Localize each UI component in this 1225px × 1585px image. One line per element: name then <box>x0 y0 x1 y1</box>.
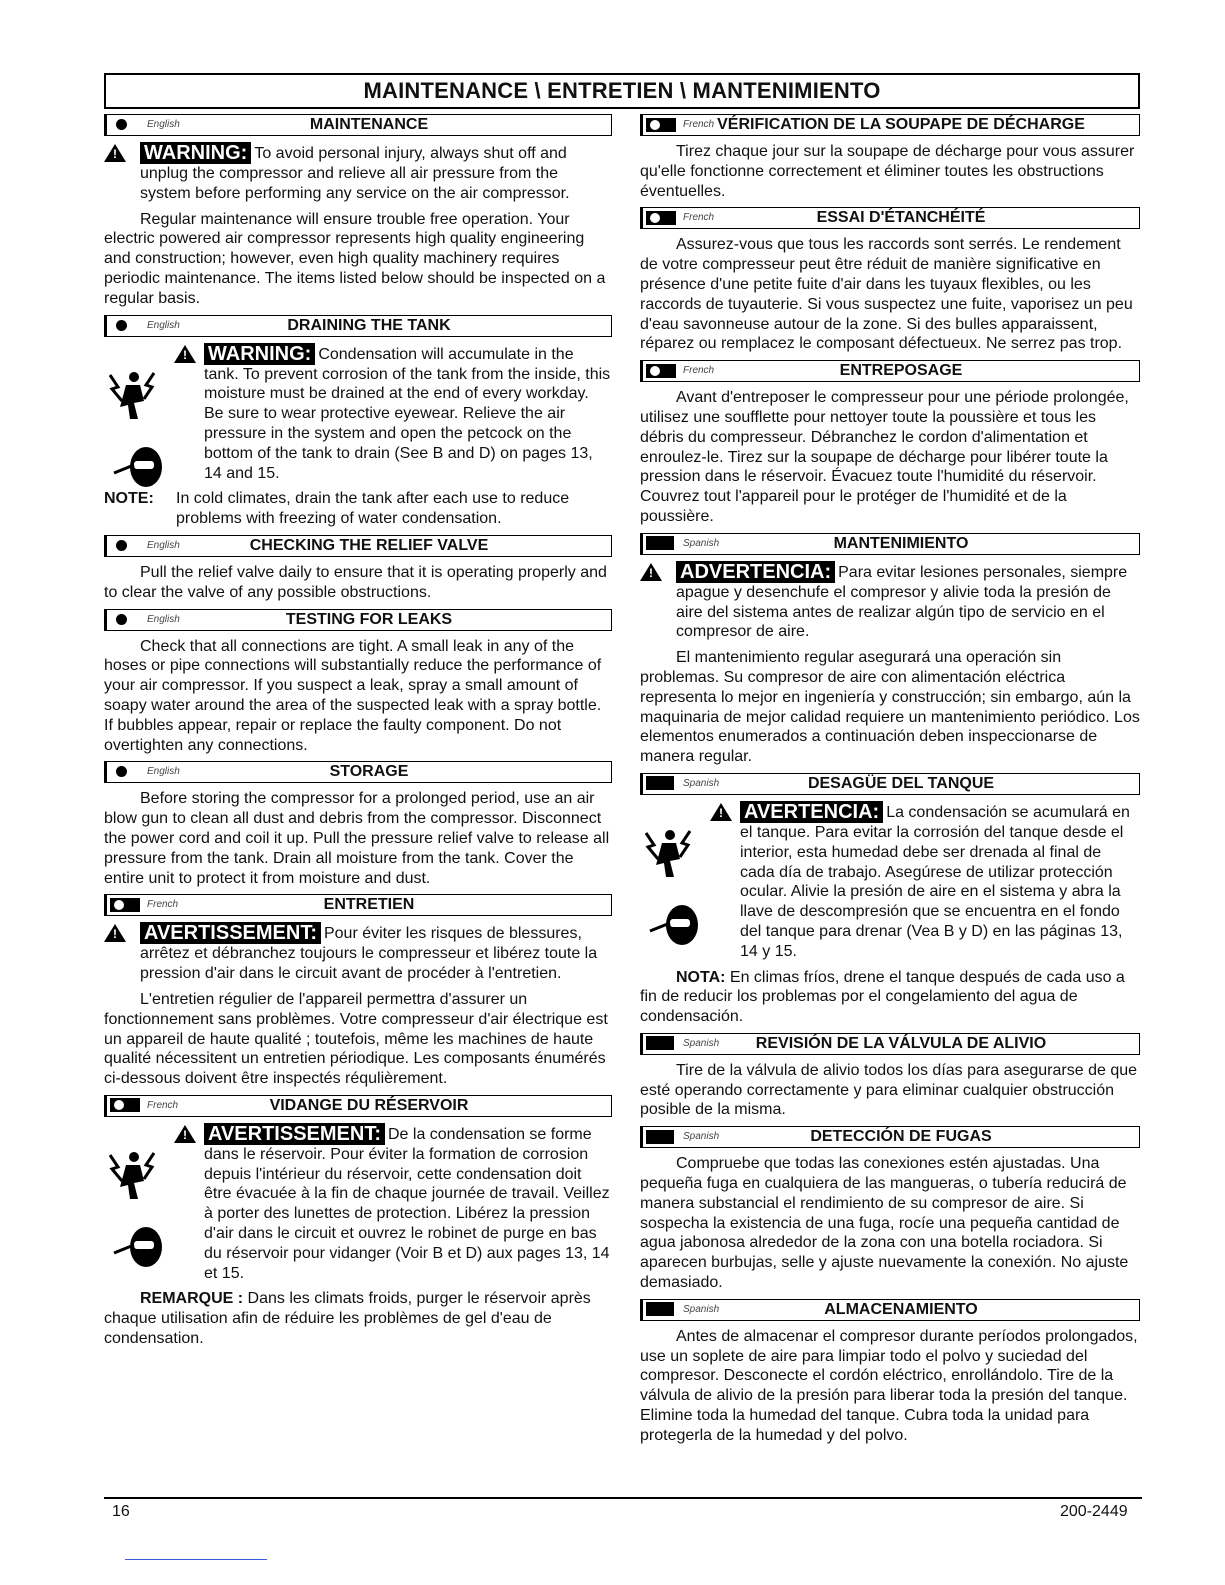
warning-badge: AVERTENCIA: <box>740 801 883 823</box>
section-header-storage <box>104 761 612 783</box>
eye-protection-icon <box>112 443 164 491</box>
nota-block <box>640 968 1140 1027</box>
note-label: NOTE: <box>104 490 154 508</box>
spanish-flag-icon <box>646 1302 680 1317</box>
warning-text: Pour éviter les risques de blessures, arrêtez et débranchez toujours le compresseur et libérez toute la pression d'air dans le circuit avant de procéder à l'entretien. <box>140 925 598 983</box>
mantenimiento-paragraph: El mantenimiento regular asegurará una operación sin problemas. Su compresor de aire con alimentación eléctrica representa lo mejor en ingeniería y construcción; sin embargo, aún la maquinaria de mejor calidad requiere un mantenimiento periódico. Los elementos enumerados a continuación deben inspeccionarse de manera regular. <box>640 649 1140 766</box>
section-heading: VÉRIFICATION DE LA SOUPAPE DE DÉCHARGE <box>717 116 1085 133</box>
language-label: English <box>147 539 180 551</box>
french-flag-icon <box>110 1098 144 1113</box>
section-heading: VIDANGE DU RÉSERVOIR <box>269 1096 469 1114</box>
french-flag-icon <box>110 897 144 912</box>
relief-paragraph: Pull the relief valve daily to ensure that it is operating properly and to clear the valve of any possible obstructions. <box>104 563 607 601</box>
spanish-flag-icon <box>646 1036 680 1051</box>
warning-block <box>710 801 1140 962</box>
section-header-etancheite <box>640 207 1140 229</box>
spanish-flag-icon <box>646 1129 680 1144</box>
section-heading: MAINTENANCE <box>309 116 429 133</box>
warning-text: Condensation will accumulate in the tank. To prevent corrosion of the tank from the inside, this moisture must be drained at the end of every workday. Be sure to wear protective eyewear. Relieve the air pressure in the system and open the petcock on the bottom of the tank to drain (See B and D) on pages 13, 14 and 15. <box>204 345 611 482</box>
nota-label: NOTA: <box>676 968 726 986</box>
document-number: 200-2449 <box>1060 1503 1128 1520</box>
entretien-paragraph: L'entretien régulier de l'appareil permettra d'assurer un fonctionnement sans problèmes. Votre compresseur d'air électrique est un appareil de haute qualité ; toutefois, même les machines de haute qualité nécessitent un entretien périodique. Les composants énumérés ci-dessous doivent être inspectés réqulièrement. <box>104 990 608 1088</box>
language-label: French <box>683 119 715 130</box>
note-block <box>104 489 612 529</box>
warning-badge: WARNING: <box>204 343 315 365</box>
language-label: Spanish <box>683 1303 720 1315</box>
warning-triangle-icon <box>174 345 196 363</box>
english-flag-icon <box>110 612 144 627</box>
section-header-entreposage <box>640 360 1140 382</box>
draining-warning-block <box>104 343 612 484</box>
warning-text: La condensación se acumulará en el tanque. Para evitar la corrosión del tanque desde el interior, esta humedad debe ser drenada al final de cada día de trabajo. Asegúrese de utilizar protección ocular. Alivie la presión de aire en el sistema y abra la llave de descompresión que se encuentra en el fondo del tanque para drenar (Vea B y D) en las páginas 13, 14 y 15. <box>740 803 1130 960</box>
language-label: Spanish <box>683 1037 720 1049</box>
left-column <box>104 114 612 1355</box>
section-heading: DESAGÜE DEL TANQUE <box>807 774 995 792</box>
warning-badge: AVERTISSEMENT: <box>204 1123 385 1145</box>
language-label: French <box>683 212 715 224</box>
warning-block <box>174 343 612 484</box>
section-heading: CHECKING THE RELIEF VALVE <box>249 536 489 554</box>
warning-triangle-icon <box>174 1125 196 1143</box>
section-header-mantenimiento <box>640 533 1140 555</box>
spanish-flag-icon <box>646 776 680 791</box>
language-label: Spanish <box>683 1131 720 1143</box>
section-header-valvula <box>640 1033 1140 1055</box>
valvula-paragraph: Tire de la válvula de alivio todos los días para asegurarse de que esté operando correctamente y para eliminar cualquier obstrucción posible de la misma. <box>640 1061 1138 1119</box>
warning-text: Para evitar lesiones personales, siempre apague y desenchufe el compresor y alivie toda la presión de aire del sistema antes de realizar algún tipo de servicio en el compresor de aire. <box>676 563 1128 641</box>
electric-shock-icon <box>104 1147 160 1207</box>
electric-shock-icon <box>104 367 160 427</box>
warning-triangle-icon <box>710 803 732 821</box>
section-header-draining <box>104 315 612 337</box>
spanish-flag-icon <box>646 536 680 551</box>
language-label: English <box>147 766 180 778</box>
english-flag-icon <box>110 117 144 132</box>
section-heading: MANTENIMIENTO <box>833 534 969 552</box>
section-heading: ENTRETIEN <box>323 896 415 914</box>
electric-shock-icon <box>640 825 696 885</box>
section-heading: DETECCIÓN DE FUGAS <box>810 1128 992 1146</box>
desague-warning-block <box>640 801 1140 962</box>
eye-protection-icon <box>648 901 700 949</box>
warning-block <box>104 142 612 204</box>
language-label: Spanish <box>683 537 720 549</box>
french-flag-icon <box>646 363 680 378</box>
english-flag-icon <box>110 318 144 333</box>
section-heading: DRAINING THE TANK <box>287 316 451 334</box>
footer-divider <box>104 1497 1142 1499</box>
section-heading: ENTREPOSAGE <box>839 362 963 380</box>
section-header-fugas <box>640 1126 1140 1148</box>
section-heading: STORAGE <box>329 763 409 781</box>
french-flag-icon <box>646 117 680 132</box>
english-flag-icon <box>110 538 144 553</box>
warning-triangle-icon <box>104 144 126 162</box>
section-heading: ALMACENAMIENTO <box>824 1300 978 1318</box>
leaks-paragraph: Check that all connections are tight. A small leak in any of the hoses or pipe connections will substantially reduce the performance of your air compressor. If you suspect a leak, spray a small amount of soapy water around the area of the suspected leak with a spray bottle. If bubbles appear, repair or replace the faulty component. Do not overtighten any connections. <box>104 637 602 754</box>
storage-paragraph: Before storing the compressor for a prolonged period, use an air blow gun to clean all dust and debris from the compressor. Disconnect the power cord and coil it up. Pull the pressure relief valve to release all pressure from the tank. Drain all moisture from the tank. Cover the entire unit to protect it from moisture and dust. <box>104 790 610 887</box>
french-flag-icon <box>646 210 680 225</box>
language-label: English <box>147 119 180 130</box>
warning-block <box>104 922 612 984</box>
warning-badge: WARNING: <box>140 142 251 164</box>
language-label: French <box>683 365 715 377</box>
almacenamiento-paragraph: Antes de almacenar el compresor durante períodos prolongados, use un soplete de aire para limpiar todo el polvo y suciedad del compresor. Desconecte el cordón eléctrico, enrollándolo. Tire de la válvula de alivio de la presión para liberar toda la presión del tanque. Elimine toda la humedad del tanque. Cubra toda la unidad para protegerla de la humedad y del polvo. <box>640 1327 1138 1444</box>
nota-text: En climas fríos, drene el tanque después de cada uso a fin de reducir los problemas por el congelamiento del agua de condensación. <box>640 968 1125 1026</box>
right-column <box>640 114 1140 1452</box>
section-header-almacenamiento <box>640 1299 1140 1321</box>
warning-badge: AVERTISSEMENT: <box>140 922 321 944</box>
section-header-entretien <box>104 894 612 916</box>
bottom-link-line <box>125 1559 267 1560</box>
remarque-text: Dans les climats froids, purger le réservoir après chaque utilisation afin de réduire les problèmes de gel d'eau de condensation. <box>104 1290 591 1348</box>
soupape-paragraph: Tirez chaque jour sur la soupape de décharge pour vous assurer qu'elle fonctionne correctement et éliminer toutes les obstructions éventuelles. <box>640 143 1135 200</box>
entreposage-paragraph: Avant d'entreposer le compresseur pour une période prolongée, utilisez une soufflette pour nettoyer toute la poussière et tous les débris du compresseur. Débranchez le cordon d'alimentation et enroulez-le. Tirez sur la soupape de décharge pour libérer toute la pression dans le réservoir. Évacuez toute l'humidité du réservoir. Couvrez tout l'appareil pour le protéger de l'humidité et de la poussière. <box>640 389 1129 525</box>
section-heading: REVISIÓN DE LA VÁLVULA DE ALIVIO <box>755 1034 1047 1052</box>
fugas-paragraph: Compruebe que todas las conexiones estén ajustadas. Una pequeña fuga en cualquiera de las mangueras, o tubería reducirá de manera substancial el rendimiento de su compresor de aire. Si sospecha la existencia de una fuga, rocíe una pequeña cantidad de agua jabonosa alrededor de la zona con una botella rociadora. Si aparecen burbujas, selle y ajuste nuevamente la conexión. No ajuste demasiado. <box>640 1155 1129 1292</box>
section-header-vidange <box>104 1095 612 1117</box>
etancheite-paragraph: Assurez-vous que tous les raccords sont serrés. Le rendement de votre compresseur peut être réduit de manière significative en présence d'une petite fuite d'air dans les tuyaux flexibles, ou les raccords de tuyauterie. Si vous suspectez une fuite, vaporisez un peu d'eau savonneuse autour de la zone. Si des bulles apparaissent, réparez ou remplacez le composant défectueux. Ne serrez pas trop. <box>640 236 1133 353</box>
section-header-maintenance <box>104 114 612 136</box>
maintenance-paragraph: Regular maintenance will ensure trouble free operation. Your electric powered air compressor represents high quality engineering and construction; however, even high quality machinery requires periodic maintenance. The items listed below should be inspected on a regular basis. <box>104 210 606 307</box>
language-label: English <box>147 613 180 625</box>
warning-text: To avoid personal injury, always shut off and unplug the compressor and relieve all air pressure from the system before performing any service on the air compressor. <box>140 145 570 202</box>
section-header-leaks <box>104 609 612 631</box>
page-title: MAINTENANCE \ ENTRETIEN \ MANTENIMIENTO <box>104 73 1140 109</box>
section-heading: ESSAI D'ÉTANCHÉITÉ <box>816 209 986 227</box>
remarque-label: REMARQUE : <box>140 1290 244 1308</box>
language-label: French <box>147 1099 179 1111</box>
warning-text: De la condensation se forme dans le réservoir. Pour éviter la formation de corrosion depuis l'intérieur du réservoir, cette condensation doit être évacuée à la fin de chaque journée de travail. Veillez à porter des lunettes de protection. Libérez la pression d'air dans le circuit et ouvrez le robinet de purge en bas du réservoir pour vidanger (Voir B et D) aux pages 13, 14 et 15. <box>204 1125 610 1282</box>
eye-protection-icon <box>112 1223 164 1271</box>
note-text: In cold climates, drain the tank after each use to reduce problems with freezing of water condensation. <box>176 490 570 528</box>
section-heading: TESTING FOR LEAKS <box>285 610 453 628</box>
warning-triangle-icon <box>104 924 126 942</box>
section-header-desague <box>640 773 1140 795</box>
section-header-relief-valve <box>104 535 612 557</box>
warning-block <box>174 1123 612 1284</box>
language-label: English <box>147 319 180 331</box>
language-label: Spanish <box>683 777 720 789</box>
warning-triangle-icon <box>640 563 662 581</box>
warning-block <box>640 561 1140 642</box>
language-label: French <box>147 899 179 911</box>
remarque-block <box>104 1289 612 1348</box>
warning-badge: ADVERTENCIA: <box>676 561 835 583</box>
english-flag-icon <box>110 764 144 779</box>
vidange-warning-block <box>104 1123 612 1284</box>
page-number: 16 <box>112 1503 130 1520</box>
section-header-soupape <box>640 114 1140 136</box>
